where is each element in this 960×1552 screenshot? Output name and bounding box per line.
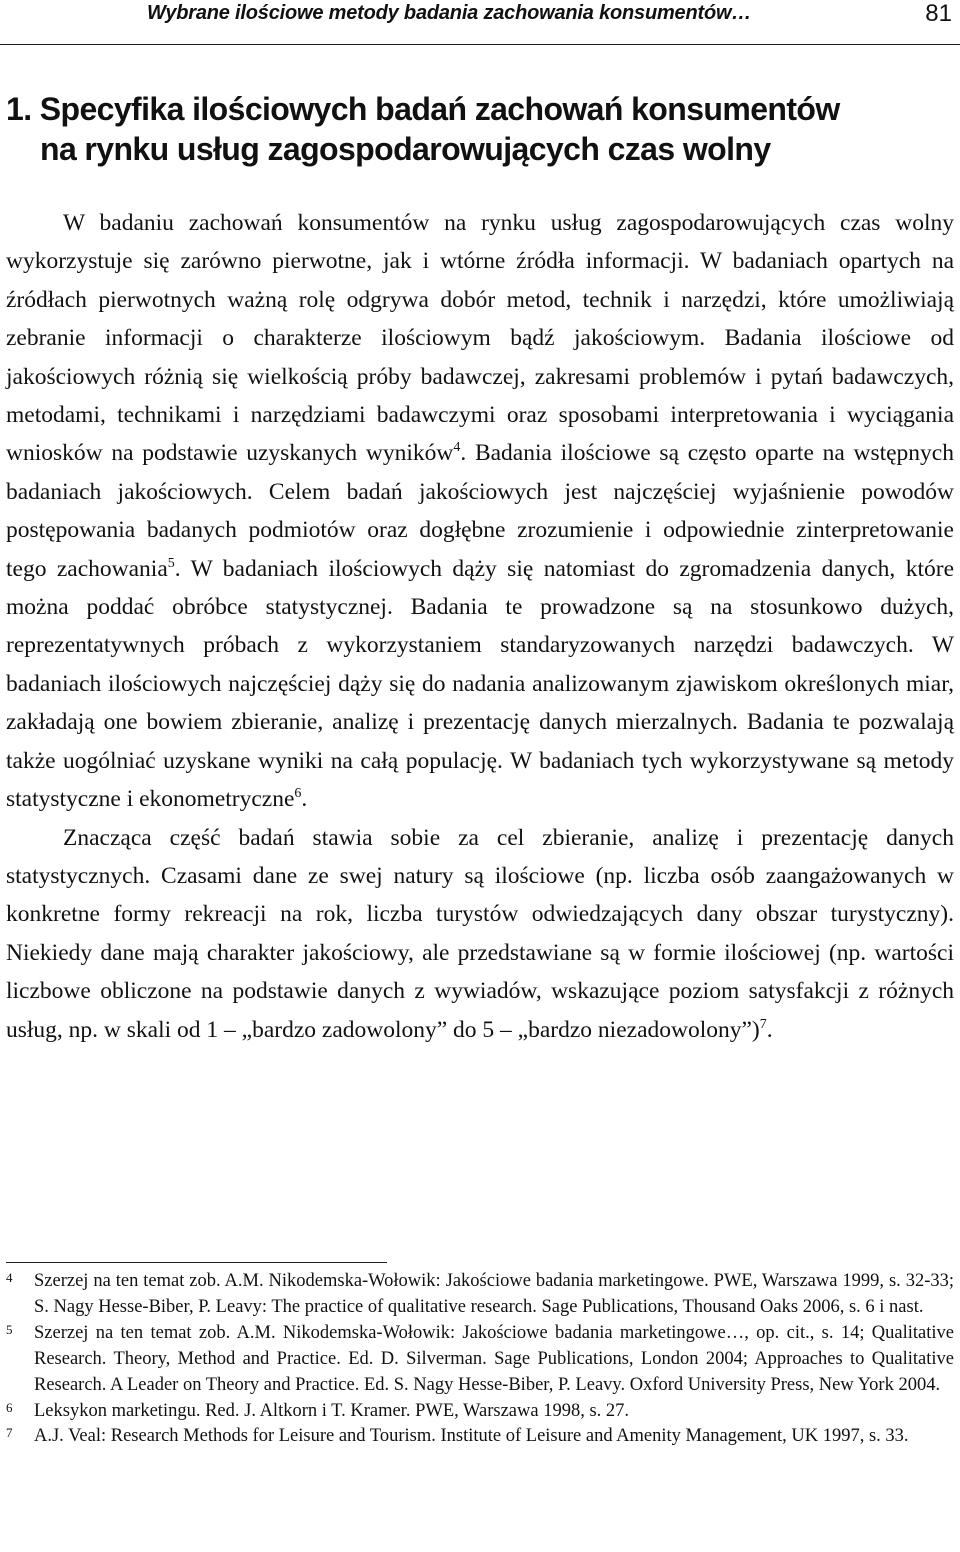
paragraph-2-text-b: . bbox=[766, 1016, 773, 1043]
footnote-mark: 5 bbox=[6, 1321, 13, 1337]
footnote-ref-7[interactable]: 7 bbox=[759, 1016, 767, 1032]
footnote-text: Leksykon marketingu. Red. J. Altkorn i T. Kramer. PWE, Warszawa 1998, s. 27. bbox=[34, 1400, 630, 1421]
paragraph-1-text-b: . Badania ilościowe są często oparte na wstępnych badaniach jakościowych. Celem badań jakościowych jest najczęściej wyjaśnienie powodów postępowania badanych podmiotów oraz dogłębne zrozumienie i odpowiednie zinterpretowanie tego zachowania bbox=[6, 440, 954, 582]
footnote-5 bbox=[6, 1321, 954, 1399]
footnote-mark: 7 bbox=[6, 1425, 13, 1441]
paragraph-1-text-c: . W badaniach ilościowych dąży się natomiast do zgromadzenia danych, które można poddać obróbce statystycznej. Badania te prowadzone są na stosunkowo dużych, reprezentatywnych próbach z wykorzystaniem standaryzowanych narzędzi badawczych. W badaniach ilościowych najczęściej dąży się do nadania analizowanym zjawiskom określonych miar, zakładają one bowiem zbieranie, analizę i prezentację danych mierzalnych. Badania te pozwalają także uogólniać uzyskane wyniki na całą populację. W badaniach tych wykorzystywane są metody statystyczne i ekonometryczne bbox=[6, 555, 954, 813]
footnote-6 bbox=[6, 1399, 954, 1425]
paragraph-1 bbox=[6, 204, 954, 819]
section-heading-line-1: 1. Specyfika ilościowych badań zachowań konsumentów bbox=[6, 91, 840, 127]
footnote-text: Szerzej na ten temat zob. A.M. Nikodemska-Wołowik: Jakościowe badania marketingowe…, op. cit., s. 14; Qualitative Research. Theory, Method and Practice. Ed. D. Silverman. Sage Publications, London 2004; Approaches to Qualitative Research. A Leader on Theory and Practice. Ed. S. Nagy Hesse-Biber, P. Leavy. Oxford University Press, New York 2004. bbox=[34, 1322, 954, 1395]
footnote-7 bbox=[6, 1424, 954, 1450]
footnote-ref-4[interactable]: 4 bbox=[453, 440, 461, 456]
footnote-4 bbox=[6, 1269, 954, 1321]
footnote-ref-6[interactable]: 6 bbox=[294, 786, 302, 802]
running-header bbox=[0, 0, 960, 45]
section-heading bbox=[6, 89, 926, 169]
section-heading-line-2: na rynku usług zagospodarowujących czas wolny bbox=[40, 131, 771, 167]
paragraph-1-text-a: W badaniu zachowań konsumentów na rynku usług zagospodarowujących czas wolny wykorzystuje się zarówno pierwotne, jak i wtórne źródła informacji. W badaniach opartych na źródłach pierwotnych ważną rolę odgrywa dobór metod, technik i narzędzi, które umożliwiają zebranie informacji o charakterze ilościowym bądź jakościowym. Badania ilościowe od jakościowych różnią się wielkością próby badawczej, zakresami problemów i pytań badawczych, metodami, technikami i narzędziami badawczymi oraz sposobami interpretowania i wyciągania wniosków na podstawie uzyskanych wyników bbox=[6, 210, 954, 467]
footnote-ref-5[interactable]: 5 bbox=[167, 555, 175, 571]
paragraph-1-text-d: . bbox=[301, 786, 308, 813]
footnote-mark: 6 bbox=[6, 1399, 13, 1415]
body-text bbox=[6, 204, 954, 1049]
footnotes bbox=[6, 1269, 954, 1450]
footnote-text: Szerzej na ten temat zob. A.M. Nikodemska-Wołowik: Jakościowe badania marketingowe. PWE, Warszawa 1999, s. 32-33; S. Nagy Hesse-Biber, P. Leavy: The practice of qualitative research. Sage Publications, Thousand Oaks 2006, s. 6 i nast. bbox=[34, 1271, 954, 1317]
footnote-separator bbox=[6, 1262, 387, 1263]
paragraph-2-text-a: Znacząca część badań stawia sobie za cel zbieranie, analizę i prezentację danych statystycznych. Czasami dane ze swej natury są ilościowe (np. liczba osób zaangażowanych w konkretne formy rekreacji na rok, liczba turystów odwiedzających dany obszar turystyczny). Niekiedy dane mają charakter jakościowy, ale przedstawiane są w formie ilościowej (np. wartości liczbowe obliczone na podstawie danych z wywiadów, wskazujące poziom satysfakcji z różnych usług, np. w skali od 1 – „bardzo zadowolony” do 5 – „bardzo niezadowolony”) bbox=[6, 824, 954, 1043]
paragraph-2 bbox=[6, 819, 954, 1049]
page-number: 81 bbox=[925, 0, 952, 27]
footnote-mark: 4 bbox=[6, 1270, 13, 1285]
footnote-text: A.J. Veal: Research Methods for Leisure and Tourism. Institute of Leisure and Amenity Management, UK 1997, s. 33. bbox=[34, 1426, 909, 1447]
running-header-title: Wybrane ilościowe metody badania zachowania konsumentów… bbox=[147, 2, 752, 24]
